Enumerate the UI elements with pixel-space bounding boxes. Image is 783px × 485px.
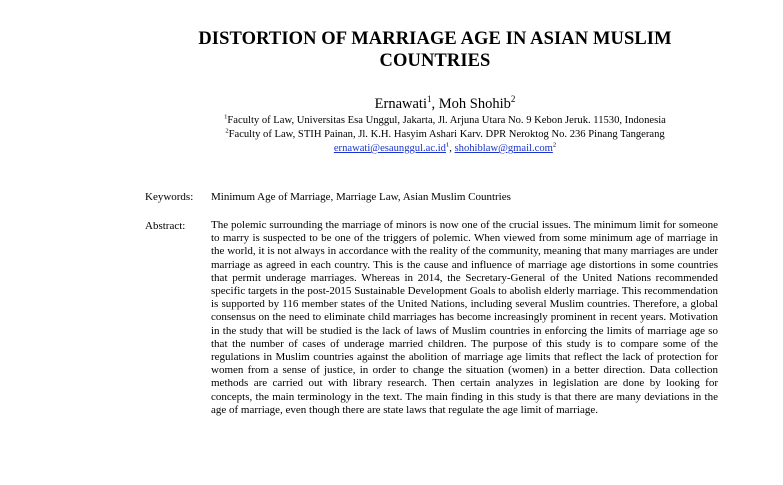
email-link[interactable]: shohiblaw@gmail.com — [454, 143, 553, 154]
affiliation-mark: 2 — [225, 127, 229, 135]
author-separator: , — [431, 96, 439, 112]
email-affiliation-mark: 1 — [445, 141, 450, 149]
abstract-label: Abstract: — [145, 220, 186, 232]
paper-title: DISTORTION OF MARRIAGE AGE IN ASIAN MUSLIM COUNTRIES — [198, 29, 672, 71]
email-affiliation-mark: 2 — [552, 141, 557, 149]
author-name: Moh Shohib — [438, 96, 511, 112]
keywords-text: Minimum Age of Marriage, Marriage Law, Asian Muslim Countries — [211, 191, 511, 203]
email-line — [150, 142, 740, 156]
affiliation-text: Faculty of Law, Universitas Esa Unggul, Jakarta, Jl. Arjuna Utara No. 9 Kebon Jeruk. 11530, Indonesia — [227, 115, 666, 126]
keywords-label: Keywords: — [145, 191, 194, 203]
affiliation-text: Faculty of Law, STIH Painan, Jl. K.H. Hasyim Ashari Karv. DPR Neroktog No. 236 Pinang Tangerang — [228, 129, 665, 140]
affiliation-line — [150, 128, 740, 142]
author-affiliation-mark: 2 — [510, 94, 516, 105]
email-link[interactable]: ernawati@esaunggul.ac.id — [333, 143, 446, 154]
author-affiliation-mark: 1 — [426, 94, 432, 105]
abstract-text: The polemic surrounding the marriage of minors is now one of the crucial issues. The minimum limit for someone to marry is suspected to be one of the triggers of polemic. When viewed from some minimum age of marriage in the world, it is not always in accordance with the reality of the community, meaning that many marriages are under marriage as agreed in each country. This is the cause and influence of marriage age distortions in some countries that permit underage marriages. Whereas in 2014, the Secretary-General of the United Nations recommended specific targets in the post-2015 Sustainable Development Goals to abolish elderly marriage. This recommendation is supported by 116 member states of the United Nations, including several Muslim countries. Therefore, a global consensus on the need to eliminate child marriages has become increasingly prominent in recent years. Motivation in the study that will be studied is the lack of laws of Muslim countries in enforcing the limits of marriage age so that the number of cases of underage married children. The purpose of this study is to compare some of the regulations in Muslim countries against the abolition of marriage age limits that reflect the lack of protection for women from a sense of justice, in order to change the situation (women) in a better direction. Data collection methods are carried out with library research. Then certain analyzes in legislation are done by looking for concepts, the main terminology in the text. The main finding in this study is that there are many deviations in the age of marriage, even though there are state laws that regulate the age limit of marriage. — [211, 219, 718, 416]
author-name: Ernawati — [374, 96, 427, 112]
author-line — [150, 95, 740, 113]
affiliation-mark: 1 — [224, 113, 228, 121]
email-separator: , — [449, 143, 455, 154]
affiliation-line — [150, 114, 740, 128]
